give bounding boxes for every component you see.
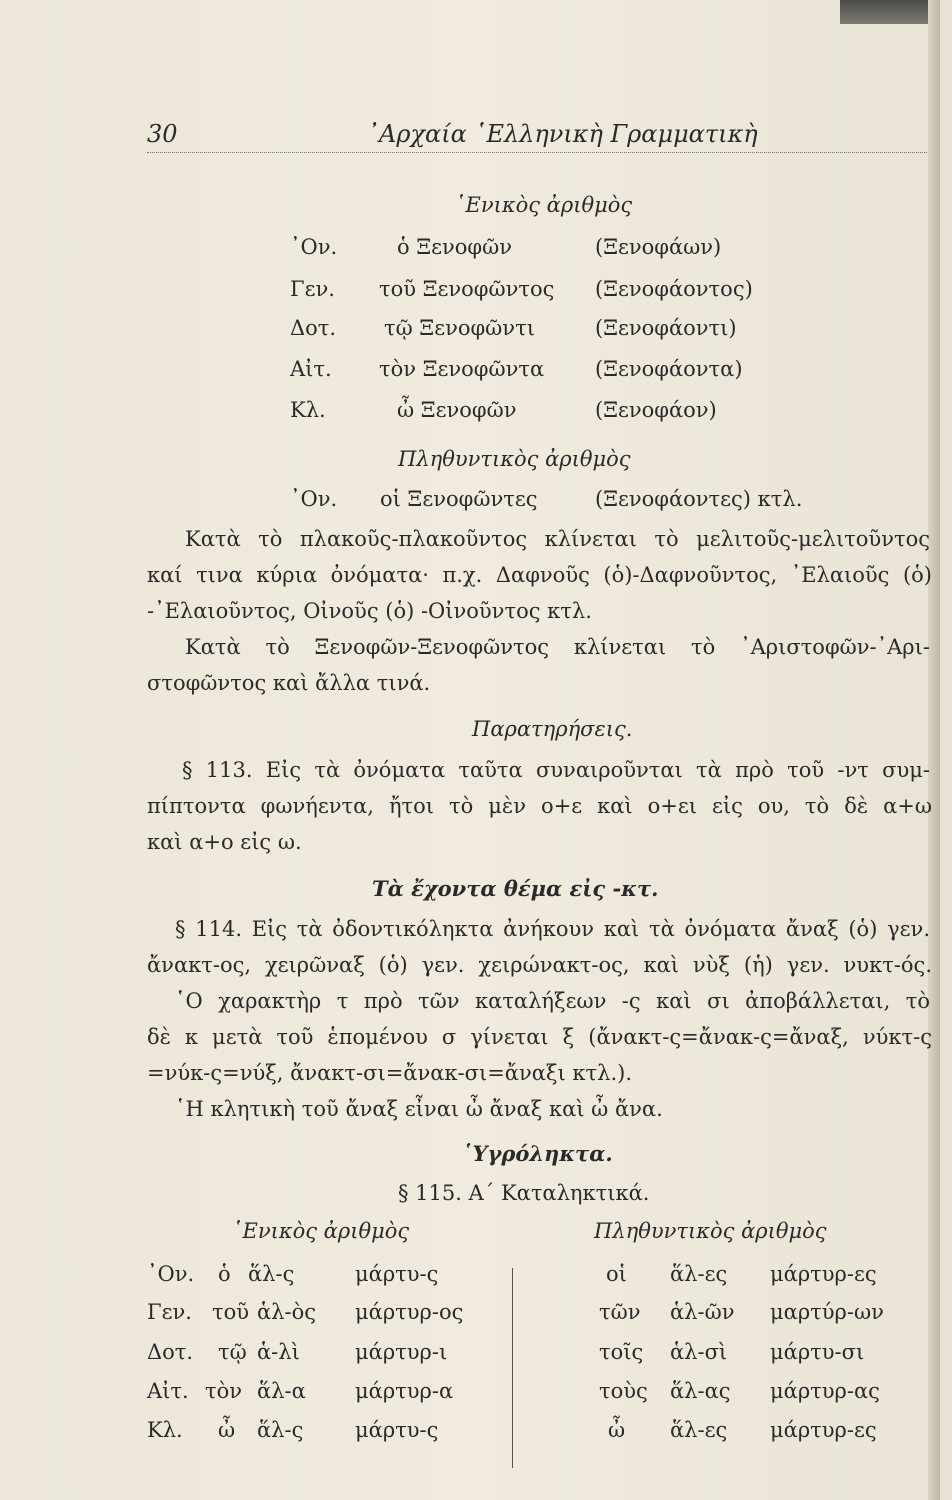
form-hals: ἅλ-ς <box>257 1418 304 1442</box>
plural-heading: Πληθυντικὸς ἀριθμὸς <box>398 447 631 471</box>
plural-form-hals: ἁλ-ῶν <box>670 1300 735 1324</box>
paragraph-line: πίπτοντα φωνήεντα, ἤτοι τὸ μὲν ο+ε καὶ ο+ει εἰς ου, τὸ δὲ α+ω <box>147 794 932 818</box>
article: τῷ <box>218 1340 247 1364</box>
case-alt-form: (Ξενοφάοντες) κτλ. <box>595 487 803 511</box>
case-form: ὦ Ξενοφῶν <box>397 398 517 422</box>
form-martys: μάρτυ-ς <box>355 1418 439 1442</box>
plural-form-hals: ἅλ-ες <box>670 1418 728 1442</box>
paragraph-line: δὲ κ μετὰ τοῦ ἑπομένου σ γίνεται ξ (ἄνακτ-ς=ἄνακ-ς=ἄναξ, νύκτ-ς <box>147 1025 932 1049</box>
case-alt-form: (Ξενοφάοντι) <box>595 316 737 340</box>
case-label: ᾿Ον. <box>147 1262 195 1286</box>
form-hals: ἅλ-α <box>257 1379 306 1403</box>
article: τοῦ <box>212 1300 250 1324</box>
form-martys: μάρτυρ-ι <box>355 1340 448 1364</box>
case-form: οἱ Ξενοφῶντες <box>380 487 538 511</box>
plural-form-martys: μάρτυρ-ες <box>770 1418 877 1442</box>
page-header <box>147 116 927 153</box>
paragraph-line: -᾿Ελαιοῦντος, Οἰνοῦς (ὁ) -Οἰνοῦντος κτλ. <box>147 599 592 623</box>
plural-form-martys: μάρτυρ-ες <box>770 1262 877 1286</box>
paragraph-line: =νύκ-ς=νύξ, ἄνακτ-σι=ἄνακ-σι=ἄναξι κτλ.). <box>147 1061 632 1085</box>
page-corner-shadow <box>840 0 940 24</box>
page-number: 30 <box>147 120 178 148</box>
plural-article: τῶν <box>599 1300 641 1324</box>
case-form: τὸν Ξενοφῶντα <box>379 357 545 381</box>
paragraph-line: ἄνακτ-ος, χειρῶναξ (ὁ) γεν. χειρώνακτ-ος, καὶ νὺξ (ἡ) γεν. νυκτ-ός. <box>147 953 932 977</box>
form-hals: ἅλ-ς <box>248 1262 295 1286</box>
singular-heading: ῾Ενικὸς ἀριθμὸς <box>232 1219 410 1243</box>
form-hals: ἁλ-ὸς <box>257 1300 316 1324</box>
case-label: Γεν. <box>290 277 335 301</box>
plural-article: τοὺς <box>599 1379 648 1403</box>
paragraph-line: § 114. Εἰς τὰ ὀδοντικόληκτα ἀνήκουν καὶ τὰ ὀνόματα ἄναξ (ὁ) γεν. <box>175 917 930 941</box>
plural-article: τοῖς <box>599 1340 644 1364</box>
case-form: τοῦ Ξενοφῶντος <box>379 277 555 301</box>
paragraph-line: καί τινα κύρια ὀνόματα· π.χ. Δαφνοῦς (ὁ)-Δαφνοῦντος, ᾿Ελαιοῦς (ὁ) <box>147 563 932 587</box>
article: ὁ <box>218 1262 231 1286</box>
paragraph-line: καὶ α+ο εἰς ω. <box>147 830 302 854</box>
case-label: Αἰτ. <box>290 357 332 381</box>
plural-heading: Πληθυντικὸς ἀριθμὸς <box>594 1219 827 1243</box>
plural-form-hals: ἅλ-ες <box>670 1262 728 1286</box>
case-label: Δοτ. <box>290 316 337 340</box>
section-heading: Τὰ ἔχοντα θέμα εἰς -κτ. <box>372 876 659 901</box>
case-alt-form: (Ξενοφάων) <box>595 235 722 259</box>
section-heading: ῾Υγρόληκτα. <box>462 1141 613 1166</box>
form-hals: ἁ-λὶ <box>257 1340 300 1364</box>
form-martys: μάρτυρ-α <box>355 1379 454 1403</box>
plural-form-martys: μάρτυρ-ας <box>770 1379 880 1403</box>
plural-form-hals: ἁλ-σὶ <box>670 1340 728 1364</box>
paragraph-line: ῾Η κλητικὴ τοῦ ἄναξ εἶναι ὦ ἄναξ καὶ ὦ ἄνα. <box>175 1097 663 1121</box>
case-label: ᾿Ον. <box>290 235 338 259</box>
plural-article: οἱ <box>606 1262 627 1286</box>
case-alt-form: (Ξενοφάον) <box>595 398 717 422</box>
case-label: Δοτ. <box>147 1340 194 1364</box>
paragraph-line: Κατὰ τὸ Ξενοφῶν-Ξενοφῶντος κλίνεται τὸ ᾿Αριστοφῶν-᾿Αρι- <box>185 635 930 659</box>
plural-form-martys: μάρτυ-σι <box>770 1340 865 1364</box>
paragraph-line: § 113. Εἰς τὰ ὀνόματα ταῦτα συναιροῦνται τὰ πρὸ τοῦ -ντ συμ- <box>182 758 930 782</box>
column-divider <box>512 1268 513 1468</box>
paragraph-line: Κατὰ τὸ πλακοῦς-πλακοῦντος κλίνεται τὸ μελιτοῦς-μελιτοῦντος <box>185 527 930 551</box>
form-martys: μάρτυ-ς <box>355 1262 439 1286</box>
case-alt-form: (Ξενοφάοντα) <box>595 357 743 381</box>
singular-heading: ῾Ενικὸς ἀριθμὸς <box>455 193 633 217</box>
page-edge <box>928 0 940 1500</box>
plural-article: ὦ <box>608 1418 626 1442</box>
paragraph-line: στοφῶντος καὶ ἄλλα τινά. <box>147 671 431 695</box>
plural-form-hals: ἅλ-ας <box>670 1379 731 1403</box>
case-label: Γεν. <box>147 1300 192 1324</box>
remarks-heading: Παρατηρήσεις. <box>472 717 633 741</box>
case-label: ᾿Ον. <box>290 487 338 511</box>
running-title: ᾿Αρχαία ῾Ελληνικὴ Γραμματικὴ <box>367 120 758 148</box>
article: τὸν <box>205 1379 243 1403</box>
paragraph-line: ῾Ο χαρακτὴρ τ πρὸ τῶν καταλήξεων -ς καὶ σι ἀποβάλλεται, τὸ <box>175 989 930 1013</box>
article: ὦ <box>218 1418 236 1442</box>
section-subheading: § 115. Α΄ Καταληκτικά. <box>398 1181 650 1205</box>
case-label: Αἰτ. <box>147 1379 189 1403</box>
case-label: Κλ. <box>147 1418 183 1442</box>
case-form: ὁ Ξενοφῶν <box>397 235 512 259</box>
case-label: Κλ. <box>290 398 326 422</box>
plural-form-martys: μαρτύρ-ων <box>770 1300 884 1324</box>
case-alt-form: (Ξενοφάοντος) <box>595 277 753 301</box>
form-martys: μάρτυρ-ος <box>355 1300 464 1324</box>
case-form: τῷ Ξενοφῶντι <box>384 316 535 340</box>
